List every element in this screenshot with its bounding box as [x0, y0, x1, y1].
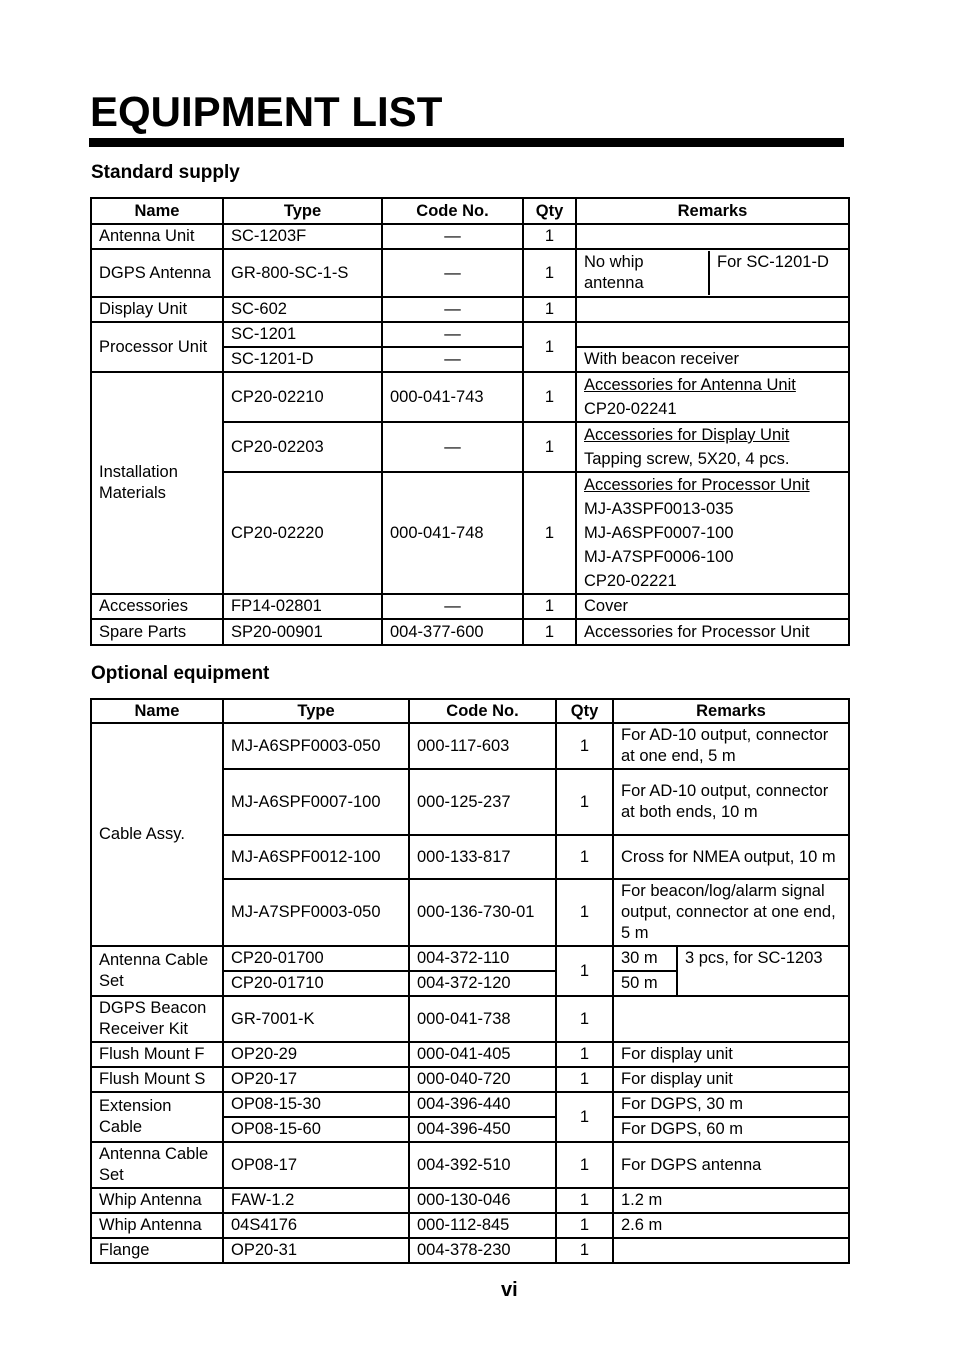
remark-line: CP20-02241 — [584, 400, 677, 418]
cell-qty: 1 — [556, 879, 613, 946]
cell-qty: 1 — [523, 619, 576, 645]
cell-qty: 1 — [556, 1042, 613, 1067]
cell-type: MJ-A7SPF0003-050 — [223, 879, 409, 946]
cell-qty: 1 — [556, 835, 613, 879]
cell-qty: 1 — [523, 249, 576, 297]
standard-supply-heading: Standard supply — [91, 162, 240, 183]
remark-part: No whip antenna — [577, 251, 710, 295]
table-row — [91, 1213, 849, 1238]
cell-qty: 1 — [556, 1188, 613, 1213]
cell-code: — — [382, 322, 523, 347]
remark-line: Tapping screw, 5X20, 4 pcs. — [584, 450, 790, 468]
header-qty: Qty — [556, 699, 613, 723]
cell-remarks: For AD-10 output, connector at both ends, 10 m — [613, 769, 849, 835]
cell-code: — — [382, 422, 523, 472]
cell-code: — — [382, 224, 523, 249]
cell-code: — — [382, 347, 523, 372]
remark-part: 3 pcs, for SC-1203 — [685, 949, 823, 967]
optional-equipment-heading: Optional equipment — [91, 663, 270, 684]
cell-type: SC-602 — [223, 297, 382, 322]
cell-name: Flush Mount S — [91, 1067, 223, 1092]
header-name: Name — [91, 198, 223, 224]
cell-type: MJ-A6SPF0012-100 — [223, 835, 409, 879]
standard-supply-table — [90, 197, 850, 646]
cell-code: 000-041-748 — [382, 472, 523, 594]
cell-name: Spare Parts — [91, 619, 223, 645]
cell-remarks: For display unit — [613, 1042, 849, 1067]
cell-type: OP08-15-30 — [223, 1092, 409, 1117]
cell-code: 000-136-730-01 — [409, 879, 556, 946]
table-row — [91, 1067, 849, 1092]
cell-name: Antenna Unit — [91, 224, 223, 249]
table-row — [91, 1238, 849, 1263]
header-code: Code No. — [409, 699, 556, 723]
cell-code: 000-041-405 — [409, 1042, 556, 1067]
cell-qty: 1 — [523, 372, 576, 422]
cell-type: OP08-17 — [223, 1142, 409, 1188]
cell-remarks — [613, 1238, 849, 1263]
cell-name: Whip Antenna — [91, 1188, 223, 1213]
cell-name: Antenna Cable Set — [91, 1142, 223, 1188]
cell-type: OP20-31 — [223, 1238, 409, 1263]
cell-type: MJ-A6SPF0003-050 — [223, 723, 409, 769]
header-remarks: Remarks — [613, 699, 849, 723]
cell-code: — — [382, 297, 523, 322]
cell-qty: 1 — [556, 1238, 613, 1263]
cell-remarks: For display unit — [613, 1067, 849, 1092]
table-row — [91, 723, 849, 769]
cell-qty: 1 — [556, 1092, 613, 1142]
cell-type: OP08-15-60 — [223, 1117, 409, 1142]
cell-code: 000-041-743 — [382, 372, 523, 422]
cell-code: 000-130-046 — [409, 1188, 556, 1213]
cell-code: 000-040-720 — [409, 1067, 556, 1092]
cell-code: 004-377-600 — [382, 619, 523, 645]
cell-type: CP20-02210 — [223, 372, 382, 422]
table-row — [91, 224, 849, 249]
cell-name: DGPS Beacon Receiver Kit — [91, 996, 223, 1042]
cell-code: 000-112-845 — [409, 1213, 556, 1238]
cell-qty: 1 — [523, 297, 576, 322]
header-qty: Qty — [523, 198, 576, 224]
length-30: 30 m — [614, 947, 676, 972]
cell-type: SP20-00901 — [223, 619, 382, 645]
cell-qty: 1 — [556, 1067, 613, 1092]
cell-name: Flange — [91, 1238, 223, 1263]
cell-type: SC-1203F — [223, 224, 382, 249]
cell-type: FP14-02801 — [223, 594, 382, 619]
table-header-row — [91, 699, 849, 723]
cell-type: CP20-01710 — [223, 971, 409, 996]
cell-remarks: Cover — [576, 594, 849, 619]
cell-type: 04S4176 — [223, 1213, 409, 1238]
table-row — [91, 297, 849, 322]
cell-remarks: For DGPS, 30 m — [613, 1092, 849, 1117]
length-50: 50 m — [621, 974, 658, 992]
page-title: EQUIPMENT LIST — [90, 88, 443, 135]
table-row — [91, 594, 849, 619]
remark-line: MJ-A6SPF0007-100 — [584, 524, 734, 542]
cell-name: Cable Assy. — [91, 723, 223, 946]
header-type: Type — [223, 699, 409, 723]
cell-remarks — [576, 297, 849, 322]
cell-name: Processor Unit — [91, 322, 223, 372]
table-row — [91, 322, 849, 347]
cell-qty: 1 — [523, 322, 576, 372]
cell-code: 004-378-230 — [409, 1238, 556, 1263]
table-row — [91, 946, 849, 971]
table-header-row — [91, 198, 849, 224]
cell-remarks: Accessories for Processor Unit — [576, 619, 849, 645]
table-row — [91, 619, 849, 645]
cell-remarks — [613, 996, 849, 1042]
table-row — [91, 1188, 849, 1213]
cell-qty: 1 — [523, 224, 576, 249]
cell-remarks — [613, 946, 849, 996]
cell-remarks — [576, 422, 849, 472]
cell-type: GR-7001-K — [223, 996, 409, 1042]
cell-type: MJ-A6SPF0007-100 — [223, 769, 409, 835]
cell-code: 000-117-603 — [409, 723, 556, 769]
cell-code: — — [382, 249, 523, 297]
table-row — [91, 1142, 849, 1188]
remark-line: MJ-A7SPF0006-100 — [584, 548, 734, 566]
cell-qty: 1 — [556, 1142, 613, 1188]
length-column — [614, 947, 678, 995]
cell-qty: 1 — [556, 946, 613, 996]
remark-line: MJ-A3SPF0013-035 — [584, 500, 734, 518]
cell-remarks — [576, 224, 849, 249]
header-code: Code No. — [382, 198, 523, 224]
cell-remarks — [576, 372, 849, 422]
cell-name: Flush Mount F — [91, 1042, 223, 1067]
table-row — [91, 1092, 849, 1117]
cell-remarks: 2.6 m — [613, 1213, 849, 1238]
table-row — [91, 372, 849, 422]
cell-qty: 1 — [523, 422, 576, 472]
table-row — [91, 996, 849, 1042]
cell-name: Accessories — [91, 594, 223, 619]
cell-remarks: With beacon receiver — [576, 347, 849, 372]
cell-type: SC-1201-D — [223, 347, 382, 372]
table-row — [91, 249, 849, 297]
cell-code: — — [382, 594, 523, 619]
optional-equipment-table — [90, 698, 850, 1264]
cell-name: Extension Cable — [91, 1092, 223, 1142]
header-remarks: Remarks — [576, 198, 849, 224]
cell-type: CP20-01700 — [223, 946, 409, 971]
remark-line: CP20-02221 — [584, 572, 677, 590]
title-rule — [89, 138, 844, 147]
cell-code: 004-396-440 — [409, 1092, 556, 1117]
cell-type: CP20-02220 — [223, 472, 382, 594]
cell-type: CP20-02203 — [223, 422, 382, 472]
cell-code: 004-372-120 — [409, 971, 556, 996]
cell-name: Whip Antenna — [91, 1213, 223, 1238]
cell-name: Antenna Cable Set — [91, 946, 223, 996]
cell-remarks — [576, 472, 849, 594]
cell-code: 004-372-110 — [409, 946, 556, 971]
cell-remarks: For DGPS, 60 m — [613, 1117, 849, 1142]
cell-qty: 1 — [556, 769, 613, 835]
cell-type: GR-800-SC-1-S — [223, 249, 382, 297]
cell-code: 004-392-510 — [409, 1142, 556, 1188]
cell-code: 004-396-450 — [409, 1117, 556, 1142]
cell-code: 000-041-738 — [409, 996, 556, 1042]
page-number: vi — [501, 1279, 518, 1301]
cell-type: SC-1201 — [223, 322, 382, 347]
cell-qty: 1 — [523, 594, 576, 619]
cell-qty: 1 — [556, 1213, 613, 1238]
table-row — [91, 1042, 849, 1067]
cell-name: Installation Materials — [91, 372, 223, 594]
cell-remarks — [576, 322, 849, 347]
remark-title: Accessories for Display Unit — [584, 426, 790, 444]
cell-name: Display Unit — [91, 297, 223, 322]
cell-qty: 1 — [523, 472, 576, 594]
cell-remarks: For AD-10 output, connector at one end, 5 m — [613, 723, 849, 769]
cell-type: OP20-17 — [223, 1067, 409, 1092]
cell-type: OP20-29 — [223, 1042, 409, 1067]
cell-remarks: For beacon/log/alarm signal output, connector at one end, 5 m — [613, 879, 849, 946]
cell-qty: 1 — [556, 996, 613, 1042]
cell-remarks: Cross for NMEA output, 10 m — [613, 835, 849, 879]
remark-title: Accessories for Processor Unit — [584, 476, 810, 494]
cell-name: DGPS Antenna — [91, 249, 223, 297]
cell-remarks — [576, 249, 849, 297]
cell-code: 000-125-237 — [409, 769, 556, 835]
cell-qty: 1 — [556, 723, 613, 769]
cell-code: 000-133-817 — [409, 835, 556, 879]
header-type: Type — [223, 198, 382, 224]
remark-part: For SC-1201-D — [717, 253, 829, 271]
cell-type: FAW-1.2 — [223, 1188, 409, 1213]
cell-remarks: 1.2 m — [613, 1188, 849, 1213]
cell-remarks: For DGPS antenna — [613, 1142, 849, 1188]
remark-title: Accessories for Antenna Unit — [584, 376, 796, 394]
header-name: Name — [91, 699, 223, 723]
